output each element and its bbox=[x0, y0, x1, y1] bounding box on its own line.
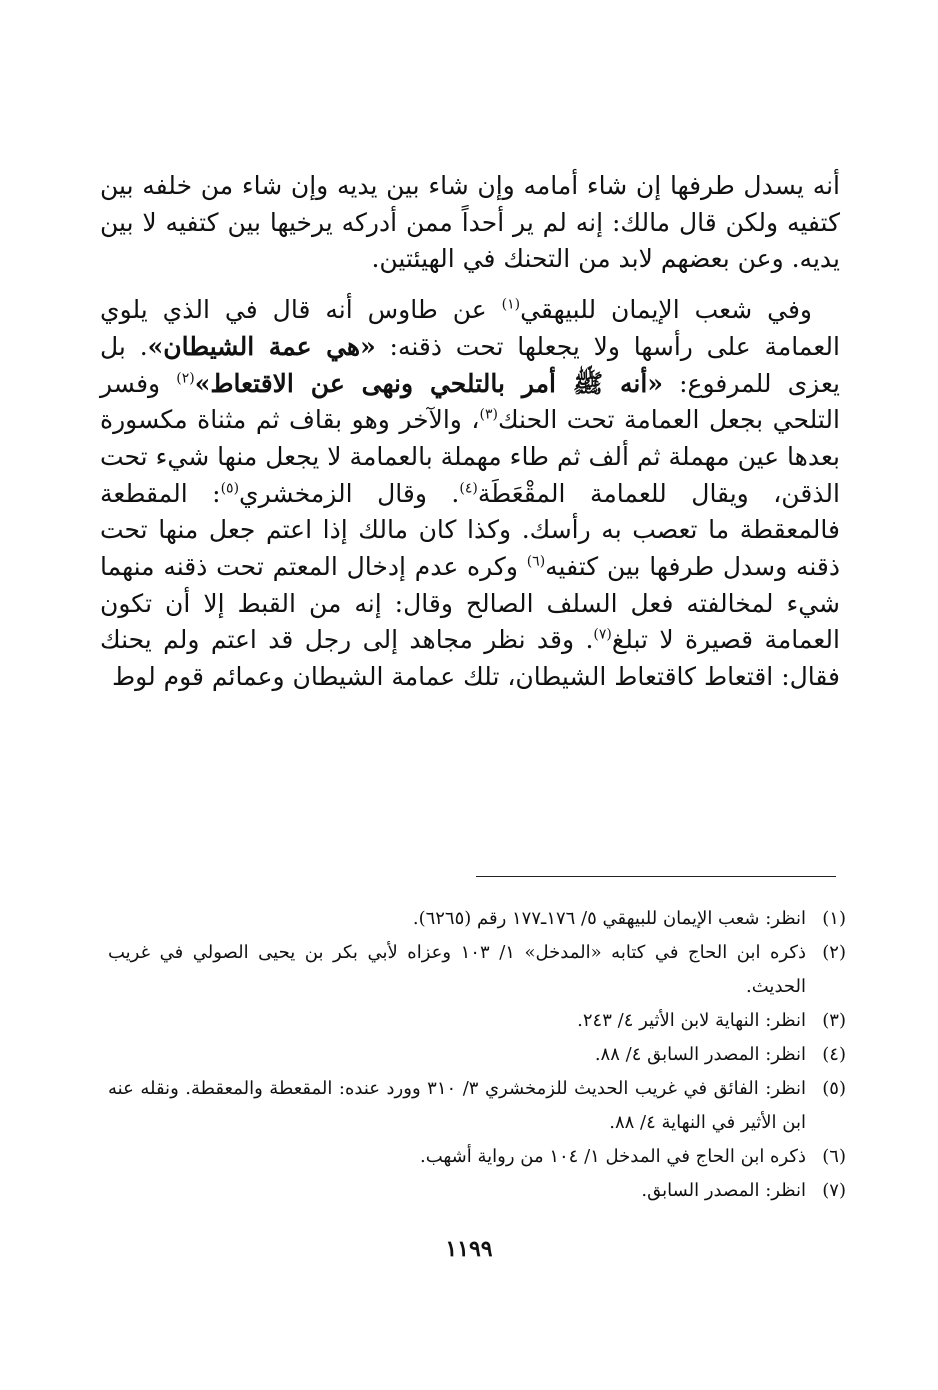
footnote-text: انظر: النهاية لابن الأثير ٤/ ٢٤٣. bbox=[577, 1010, 806, 1031]
footnote-number: (٦) bbox=[822, 1146, 846, 1167]
footnote-4 bbox=[108, 1038, 846, 1072]
footnote-ref-7: (٧) bbox=[593, 627, 612, 644]
footnote-number: (٤) bbox=[822, 1044, 846, 1065]
footnote-text: ذكره ابن الحاج في المدخل ١/ ١٠٤ من رواية أشهب. bbox=[419, 1146, 806, 1167]
footnote-ref-4: (٤) bbox=[459, 480, 478, 497]
footnote-text: انظر: المصدر السابق ٤/ ٨٨. bbox=[594, 1044, 806, 1065]
footnote-ref-2: (٢) bbox=[176, 370, 195, 387]
footnote-7 bbox=[108, 1174, 846, 1208]
footnote-ref-3: (٣) bbox=[479, 406, 498, 423]
text-span: وفسر التلحي بجعل العمامة تحت الحنك bbox=[100, 368, 840, 435]
footnote-text: انظر: شعب الإيمان للبيهقي ٥/ ١٧٦ـ١٧٧ رقم (٦٢٦٥). bbox=[412, 908, 806, 929]
footnote-2 bbox=[108, 936, 846, 1004]
text-span: . وقد نظر مجاهد إلى رجل قد اعتم ولم يحنك فقال: اقتعاط كاقتعاط الشيطان، تلك عمامة الشيطان وعمائم قوم لوط bbox=[100, 625, 840, 692]
footnote-ref-5: (٥) bbox=[220, 480, 240, 497]
text-span: . وقال الزمخشري bbox=[239, 478, 460, 508]
paragraph-2 bbox=[100, 292, 840, 696]
bold-hadith: «أنه ﷺ أمر بالتلحي ونهى عن الاقتعاط» bbox=[194, 368, 663, 398]
footnote-6 bbox=[108, 1140, 846, 1174]
line-2: كتفيه ولكن قال مالك: إنه لم ير أحداً ممن أدركه يرخيها بين كتفيه لا بين bbox=[100, 207, 840, 237]
main-text bbox=[100, 168, 840, 696]
bold-quote: «هي عمة الشيطان» bbox=[147, 331, 376, 361]
paragraph-1 bbox=[100, 168, 840, 278]
footnotes bbox=[108, 902, 846, 1208]
text-span: وكره عدم إدخال المعتم تحت ذقنه منهما شيء لمخالفته فعل السلف الصالح وقال: إنه من القبط إلا أن تكون العمامة قصيرة لا تبلغ bbox=[100, 552, 840, 655]
text-span: وفي شعب الإيمان للبيهقي bbox=[520, 295, 812, 325]
footnote-3 bbox=[108, 1004, 846, 1038]
footnote-number: (١) bbox=[822, 908, 846, 929]
footnote-number: (٥) bbox=[822, 1078, 846, 1099]
footnote-text: انظر: المصدر السابق. bbox=[641, 1180, 806, 1201]
footnote-1 bbox=[108, 902, 846, 936]
footnote-text: ذكره ابن الحاج في كتابه «المدخل» ١/ ١٠٣ وعزاه لأبي بكر بن يحيى الصولي في غريب الحديث. bbox=[108, 942, 806, 997]
line-1: أنه يسدل طرفها إن شاء أمامه وإن شاء بين يديه وإن شاء من خلفه بين bbox=[100, 171, 840, 200]
footnote-number: (٧) bbox=[822, 1180, 846, 1201]
footnote-ref-6: (٦) bbox=[526, 553, 546, 570]
text-span: : المقطعة فالمعقطة ما تعصب به رأسك. وكذا كان مالك إذا اعتم جعل منها تحت ذقنه وسدل طرفها بين كتفيه bbox=[100, 478, 840, 582]
page-number: ١١٩٩ bbox=[445, 1236, 493, 1262]
footnote-ref-1: (١) bbox=[501, 296, 521, 313]
footnote-5 bbox=[108, 1072, 846, 1140]
footnote-text: انظر: الفائق في غريب الحديث للزمخشري ٣/ ٣١٠ وورد عنده: المقعطة والمعقطة. ونقله عنه ابن الأثير في النهاية ٤/ ٨٨. bbox=[108, 1078, 806, 1133]
footnote-number: (٢) bbox=[822, 942, 846, 963]
footnote-number: (٣) bbox=[822, 1010, 846, 1031]
line-3: يديه. وعن بعضهم لابد من التحنك في الهيئتين. bbox=[371, 244, 840, 274]
footnote-separator bbox=[476, 876, 836, 877]
text-span: عن طاوس أنه قال في الذي يلوي العمامة على رأسها ولا يجعلها تحت ذقنه: bbox=[100, 295, 840, 361]
text-span: . بل يعزى للمرفوع: bbox=[100, 331, 840, 398]
text-span: ، والآخر وهو بقاف ثم مثناة مكسورة بعدها عين مهملة ثم ألف ثم طاء مهملة بالعمامة لا يجعل منها شيء تحت الذقن، ويقال للعمامة المقْعَطَة bbox=[100, 405, 840, 508]
